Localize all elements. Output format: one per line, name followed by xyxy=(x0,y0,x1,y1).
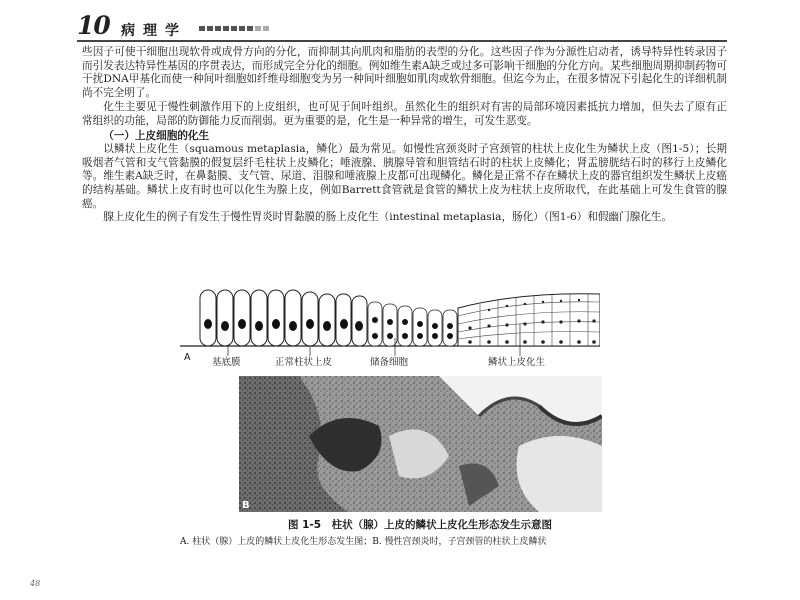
body-text xyxy=(82,46,727,225)
page-number: 10 xyxy=(77,11,110,40)
page-footer-mark: 48 xyxy=(30,579,41,588)
panel-b-letter: B xyxy=(242,500,250,511)
panel-a-letter: A xyxy=(184,352,191,363)
figure-panel-a xyxy=(180,284,600,382)
header-decoration xyxy=(199,26,269,31)
label-squamous-metaplasia: 鳞状上皮化生 xyxy=(488,357,546,368)
figure-caption xyxy=(180,517,660,547)
page-header xyxy=(77,11,727,41)
figure-panel-b-micrograph xyxy=(239,376,602,512)
section-subheading: （一）上皮细胞的化生 xyxy=(103,129,210,142)
paragraph: 以鳞状上皮化生（squamous metaplasia，鳞化）最为常见。如慢性宫颈炎时子宫颈管的柱状上皮化生为鳞状上皮（图1-5）；长期吸烟者气管和支气管黏膜的假复层纤毛柱状上皮鳞化；唾液腺、胰腺导管和胆管结石时的柱状上皮鳞化；肾盂膀胱结石时的移行上皮鳞化等。维生素A缺乏时，在鼻黏膜、支气管、尿道、泪腺和唾液腺上皮都可出现鳞化。鳞化是正常不存在鳞状上皮的器官组织发生鳞状上皮癌的结构基础。鳞状上皮有时也可以化生为腺上皮，例如Barrett食管就是食管的鳞状上皮为柱状上皮所取代，在此基础上可发生食管的腺癌。 xyxy=(82,143,727,210)
caption-description: A. 柱状（腺）上皮的鳞状上皮化生形态发生图；B. 慢性宫颈炎时，子宫颈管的柱状上皮鳞状 xyxy=(180,537,547,547)
book-title: 病理学 xyxy=(121,23,187,39)
label-basement-membrane: 基底膜 xyxy=(212,357,241,368)
label-reserve-cells: 储备细胞 xyxy=(370,357,409,368)
header-rule xyxy=(77,40,727,42)
caption-title: 图 1-5 柱状（腺）上皮的鳞状上皮化生形态发生示意图 xyxy=(287,519,553,531)
paragraph: 化生主要见于慢性刺激作用下的上皮组织，也可见于间叶组织。虽然化生的组织对有害的局部环境因素抵抗力增加，但失去了原有正常组织的功能，局部的防御能力反而削弱。更为重要的是，化生是一种异常的增生，可发生恶变。 xyxy=(82,101,727,127)
paragraph: 些因子可使干细胞出现软骨或成骨方向的分化，而抑制其向肌肉和脂肪的表型的分化。这些因子作为分源性启动者，诱导特异性转录因子而引发表达特异性基因的序贯表达，而形成完全分化的细胞。例如维生素A缺乏或过多可影响干细胞的分化方向。某些细胞周期抑制药物可干扰DNA甲基化而使一种间叶细胞如纤维母细胞变为另一种间叶细胞如肌肉或软骨细胞。但迄今为止，在很多情况下引起化生的详细机制尚不完全明了。 xyxy=(82,46,727,99)
label-normal-columnar: 正常柱状上皮 xyxy=(275,357,333,368)
paragraph: 腺上皮化生的例子有发生于慢性胃炎时胃黏膜的肠上皮化生（intestinal metaplasia，肠化）（图1-6）和假幽门腺化生。 xyxy=(103,211,673,224)
micrograph-image xyxy=(239,376,602,512)
